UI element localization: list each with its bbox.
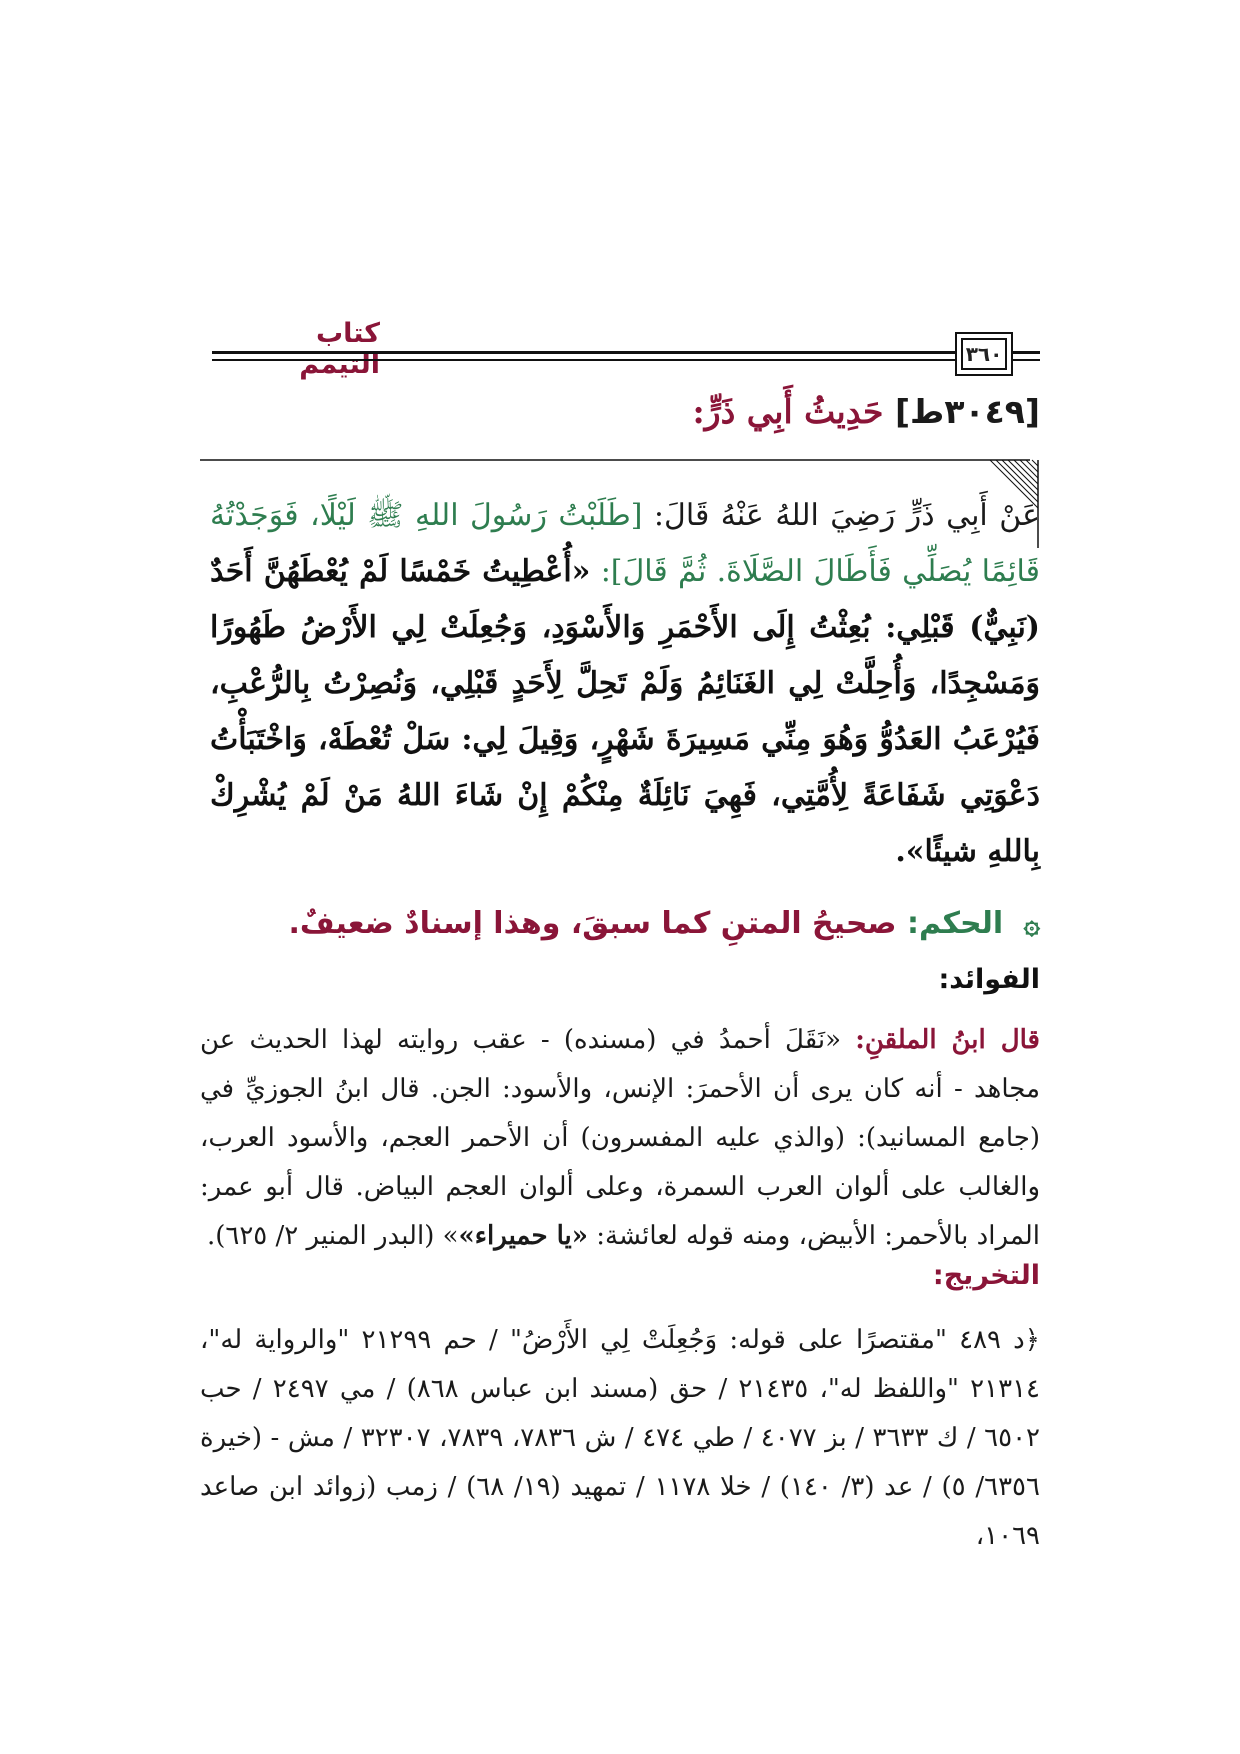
narration: [طَلَبْتُ رَسُولَ اللهِ ﷺ لَيْلًا، فَوَجَدْتُهُ قَائِمًا يُصَلِّي فَأَطَالَ الصَّلَاةَ. ثُمَّ قَالَ]:: [210, 498, 1040, 589]
fawaid-quote: «يا حميراء»: [458, 1221, 588, 1251]
header-rule-left-top: [1010, 351, 1040, 354]
fawaid-heading: الفوائد:: [938, 964, 1040, 995]
ruling-label: الحكم:: [907, 906, 1004, 941]
hadith-code: [٣٠٤٩ط]: [894, 392, 1040, 431]
narrator-intro: عَنْ أَبِي ذَرٍّ رَضِيَ اللهُ عَنْهُ قَالَ:: [653, 498, 1040, 533]
ruling-marker-icon: ۞: [1023, 907, 1040, 940]
page-number-box: [955, 332, 1013, 376]
ruling: [200, 906, 1040, 941]
ruling-text: صحيحُ المتنِ كما سبقَ، وهذا إسنادٌ ضعيفٌ.: [288, 906, 897, 941]
prophetic-saying: «أُعْطِيتُ خَمْسًا لَمْ يُعْطَهُنَّ أَحَدٌ (نَبِيٌّ) قَبْلِي: بُعِثْتُ إِلَى الأَحْمَرِ وَالأَسْوَدِ، وَجُعِلَتْ لِي الأَرْضُ طَهُورًا وَمَسْجِدًا، وَأُحِلَّتْ لِي الغَنَائِمُ وَلَمْ تَحِلَّ لِأَحَدٍ قَبْلِي، وَنُصِرْتُ بِالرُّعْبِ، فَيُرْعَبُ العَدُوُّ وَهُوَ مِنِّي مَسِيرَةَ شَهْرٍ، وَقِيلَ لِي: سَلْ تُعْطَهْ، وَاخْتَبَأْتُ دَعْوَتِي شَفَاعَةً لِأُمَّتِي، فَهِيَ نَائِلَةٌ مِنْكُمْ إِنْ شَاءَ اللهُ مَنْ لَمْ يُشْرِكْ بِاللهِ شيئًا».: [210, 554, 1040, 869]
header-rule-bottom: [212, 359, 1000, 361]
hadith-heading: [200, 392, 1040, 431]
takhrij-heading: التخريج:: [932, 1260, 1040, 1291]
header-rule-top: [212, 351, 1000, 354]
fawaid-speaker: قال ابنُ الملقنِ:: [855, 1025, 1040, 1055]
page-number: ٣٦٠: [961, 338, 1007, 370]
hadith-text: [210, 488, 1040, 880]
hadith-title: حَدِيثُ أَبِي ذَرٍّ:: [692, 392, 884, 431]
fawaid-text-2: » (البدر المنير ٢/ ٦٢٥).: [206, 1221, 459, 1251]
takhrij-text: ﴿د ٤٨٩ "مقتصرًا على قوله: وَجُعِلَتْ لِي الأَرْضُ" / حم ٢١٢٩٩ "والرواية له"، ٢١٣١٤ "واللفظ له"، ٢١٤٣٥ / حق (مسند ابن عباس ٨٦٨) / مي ٢٤٩٧ / حب ٦٥٠٢ / ك ٣٦٣٣ / بز ٤٠٧٧ / طي ٤٧٤ / ش ٧٨٣٦، ٧٨٣٩، ٣٢٣٠٧ / مش - (خيرة ٦٣٥٦/ ٥) / عد (٣/ ١٤٠) / خلا ١١٧٨ / تمهيد (١٩/ ٦٨) / زمب (زوائد ابن صاعد ١٠٦٩،: [200, 1325, 1041, 1551]
fawaid-text-1: «نَقَلَ أحمدُ في (مسنده) - عقب روايته لهذا الحديث عن مجاهد - أنه كان يرى أن الأحمرَ: الإنس، والأسود: الجن. قال ابنُ الجوزيِّ في (جامع المسانيد): (والذي عليه المفسرون) أن الأحمر العجم، والأسود العرب، والغالب على ألوان العرب السمرة، وعلى ألوان العجم البياض. قال أبو عمر: المراد بالأحمر: الأبيض، ومنه قوله لعائشة:: [200, 1025, 1040, 1251]
header-rule-left-bottom: [1010, 359, 1040, 361]
running-head: كتاب التيمم: [299, 318, 380, 380]
fawaid-text: [200, 1016, 1040, 1261]
